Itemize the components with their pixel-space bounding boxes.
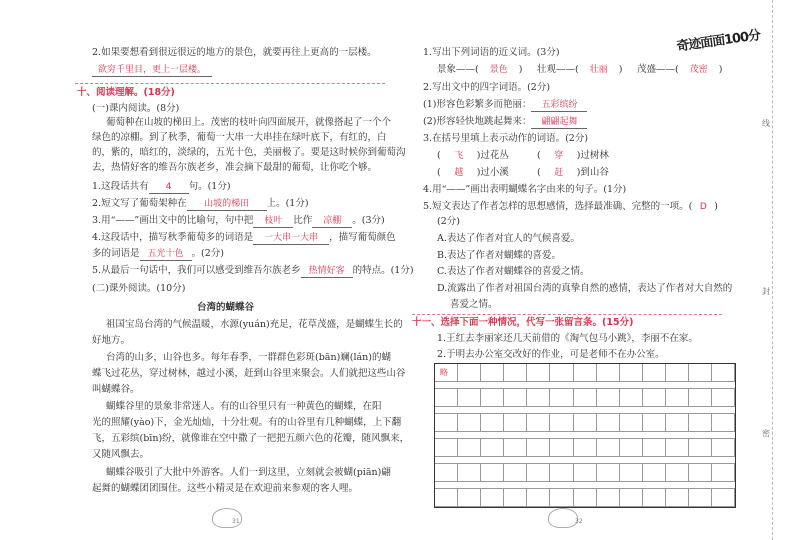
passage-line: 去，热情好客的维吾尔族老乡，准会摘下最甜的葡萄，让你吃个够。 xyxy=(92,162,378,173)
question-a1: 1.这段话共有 4 句。(1分) xyxy=(92,181,231,192)
question-a2: 2.短文写了葡萄架种在 山坡的梯田 上。(1分) xyxy=(92,198,309,209)
passage-b-title: 台湾的蝴蝶谷 xyxy=(197,302,255,313)
passage-line: 葡萄种在山坡的梯田上。茂密的枝叶向四面展开，就像搭起了一个个 xyxy=(106,117,392,128)
passage-line: 蝴蝶谷吸引了大批中外游客。人们一到这里，立刻就会被蝴(piān)翩 xyxy=(106,467,391,478)
b1-item-b: 壮观——( 壮丽 ) xyxy=(537,64,623,75)
writing-grid[interactable] xyxy=(434,363,736,508)
divider xyxy=(75,83,385,84)
b3-row2-b: ( 赶 )到山谷 xyxy=(537,167,609,178)
section-11-title: 十一、选择下面一种情况，代写一张留言条。(15分) xyxy=(412,317,634,328)
binding-label: 密 xyxy=(762,429,770,438)
question-a4: 4.这段话中，描写秋季葡萄多的词语是 一大串一大串 ，描写葡萄颜色 xyxy=(92,232,396,243)
passage-line: 又随风飘去。 xyxy=(92,449,150,460)
answer-a1: 4 xyxy=(149,181,189,194)
passage-line: 起舞的蝴蝶团团围住。这些小精灵是在欢迎前来参观的客人哩。 xyxy=(92,483,359,494)
binding-line xyxy=(772,0,774,540)
b2-item-2: (2)形容轻快地跳起舞来： 翩翩起舞 xyxy=(423,116,587,129)
passage-line: 好地方。 xyxy=(92,335,131,346)
answer-a4-2: 五光十色 xyxy=(140,248,192,261)
passage-line: 蝶飞过花丛，穿过树林，越过小溪，赶到山谷里来聚会。人们就把这些山谷 xyxy=(92,368,406,379)
option-c: C.表达了作者对蝴蝶谷的喜爱之情。 xyxy=(437,266,590,277)
answer-b5: D xyxy=(699,202,707,212)
question-b4: 4.用“——”画出表明蝴蝶名字由来的句子。(1分) xyxy=(423,184,627,195)
answer-b2-1: 五彩缤纷 xyxy=(531,99,587,112)
option-a: A.表达了作者对宜人的气候喜爱。 xyxy=(437,233,580,244)
page-number-right: 32 xyxy=(575,518,583,525)
part-a-title: (一)课内阅读。(8分) xyxy=(92,103,180,114)
q2-text: 2.如果要想看到很远很远的地方的景色，就要再往上更高的一层楼。 xyxy=(92,47,377,58)
q2-answer: 欲穷千里目，更上一层楼。 xyxy=(92,64,212,77)
mascot-icon xyxy=(548,508,578,528)
option-d-line2: 喜爱之情。 xyxy=(450,299,498,310)
binding-label: 线 xyxy=(762,119,770,128)
answer-b2-2: 翩翩起舞 xyxy=(531,116,587,129)
answer-a4-1: 一大串一大串 xyxy=(253,232,329,245)
part-b-title: (二)课外阅读。(10分) xyxy=(92,283,186,294)
question-b1: 1.写出下列词语的近义词。(3分) xyxy=(423,47,560,58)
b3-row1-a: ( 飞 )过花丛 xyxy=(437,150,509,161)
question-b2: 2.写出文中的四字词语。(2分) xyxy=(423,82,551,93)
question-a4-cont: 多的词语是 五光十色 。(2分) xyxy=(92,248,224,259)
question-c2: 2.于明去办公室交改好的作业，可是老师不在办公室。 xyxy=(437,349,665,360)
passage-line: 绿色的凉棚。到了秋季，葡萄一大串一大串挂在绿叶底下，有红的，白 xyxy=(92,132,387,143)
b2-item-1: (1)形容色彩繁多而艳丽： 五彩缤纷 xyxy=(423,99,587,112)
passage-line: 的，紫的，暗红的，淡绿的，五光十色，美丽极了。要是这时候你到葡萄沟 xyxy=(92,147,406,158)
option-b: B.表达了作者对蝴蝶的喜爱。 xyxy=(437,250,562,261)
b1-item-c: 茂盛——( 茂密 ) xyxy=(637,64,723,75)
question-b5: 5.短文表达了作者怎样的思想感情，选择最准确、完整的一项。( D ) xyxy=(423,201,718,212)
passage-line: 蝴蝶谷里的景象非常迷人。有的山谷里只有一种黄色的蝴蝶，在阳 xyxy=(106,401,382,412)
passage-line: 祖国宝岛台湾的气候温暖，水源(yuán)充足，花草茂盛，是蝴蝶生长的 xyxy=(106,319,403,330)
passage-line: 光的照耀(yào)下，金光灿灿，十分壮观。有的山谷里有几种蝴蝶，上下翻 xyxy=(92,417,402,428)
divider xyxy=(412,314,722,315)
question-a5: 5.从最后一句话中，我们可以感受到维吾尔族老乡 热情好客 的特点。(1分) xyxy=(92,265,414,276)
grid-answer: 略 xyxy=(440,368,448,377)
b5-points: (2分) xyxy=(437,216,460,227)
binding-label: 封 xyxy=(762,287,770,296)
answer-a3-1: 枝叶 xyxy=(253,215,293,228)
b1-item-a: 景象——( 景色 ) xyxy=(437,64,523,75)
b3-row1-b: ( 穿 )过树林 xyxy=(537,150,609,161)
question-a3: 3.用“——”画出文中的比喻句，句中把 枝叶 比作 凉棚 。(3分) xyxy=(92,215,385,226)
passage-line: 叫蝴蝶谷。 xyxy=(92,384,140,395)
brand-logo: 奇迹面面100分 xyxy=(675,28,761,55)
answer-a3-2: 凉棚 xyxy=(312,215,352,228)
b3-row2-a: ( 越 )过小溪 xyxy=(437,167,509,178)
answer-a5: 热情好客 xyxy=(301,265,353,278)
page-number-left: 31 xyxy=(232,518,240,525)
passage-line: 飞，五彩缤(bīn)纷，就像谁在空中撒了一把把五颜六色的花瓣，随风飘来， xyxy=(92,433,410,444)
answer-a2: 山坡的梯田 xyxy=(187,198,267,211)
section-10-title: 十、阅读理解。(18分) xyxy=(77,87,175,98)
passage-line: 台湾的山多，山谷也多。每年春季，一群群色彩斑(bān)斓(lán)的蝴 xyxy=(106,352,392,363)
question-c1: 1.王红去李丽家还几天前借的《淘气包马小跳》，李丽不在家。 xyxy=(437,333,698,344)
question-b3: 3.在括号里填上表示动作的词语。(2分) xyxy=(423,133,589,144)
option-d-line1: D.流露出了作者对祖国台湾的真挚自然的感情，表达了作者对大自然的 xyxy=(437,283,733,294)
